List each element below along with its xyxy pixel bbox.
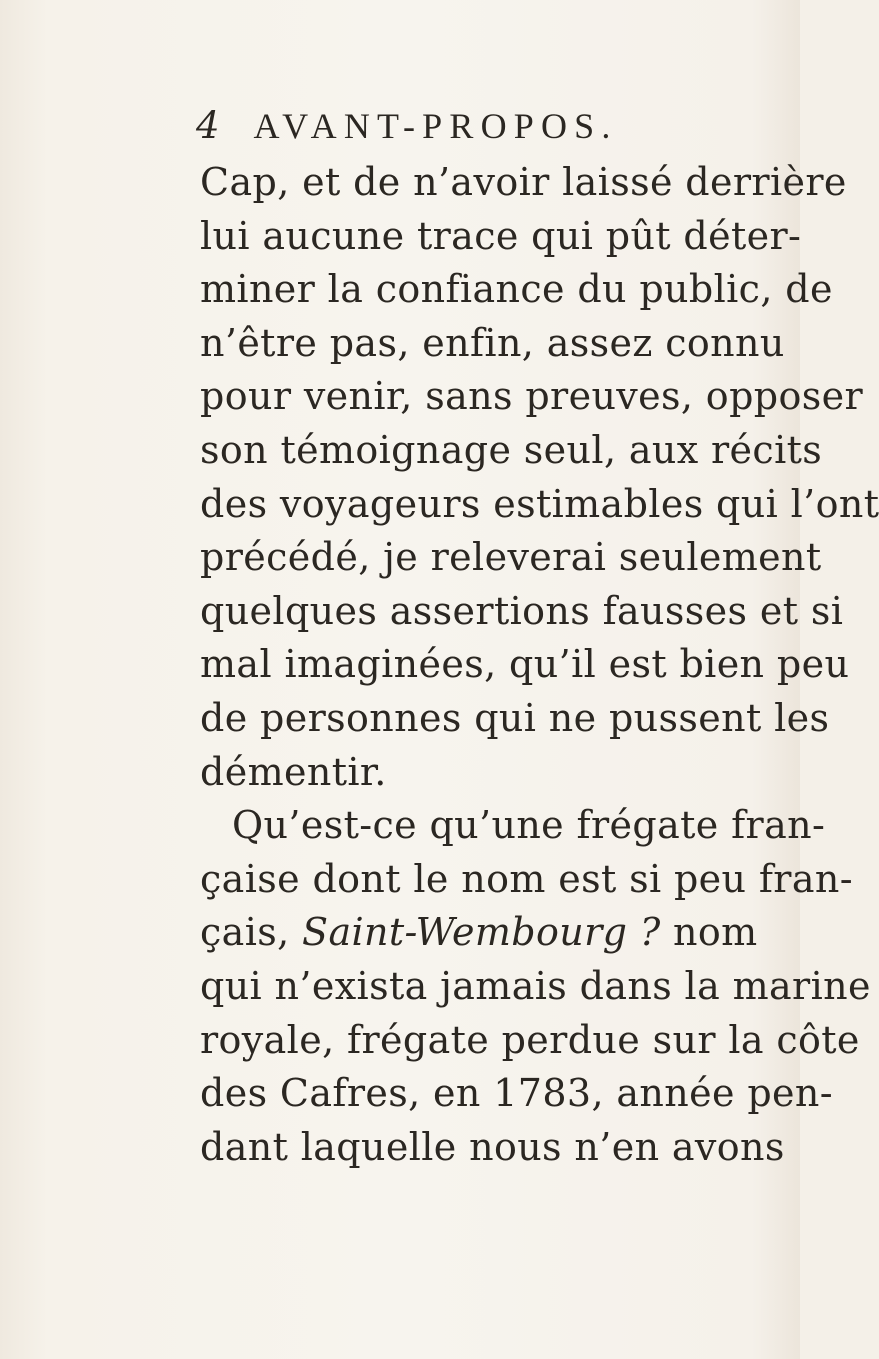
text-fragment: çais, [200, 910, 290, 955]
text-line: royale, frégate perdue sur la côte [200, 1017, 860, 1062]
text-line: n’être pas, enfin, assez connu [200, 320, 785, 365]
text-line: Qu’est-ce qu’une frégate fran- [232, 803, 826, 848]
text-line: miner la confiance du public, de [200, 267, 833, 312]
text-line: dant laquelle nous n’en avons [200, 1124, 785, 1169]
text-line: mal imaginées, qu’il est bien peu [200, 642, 850, 687]
text-line: des voyageurs estimables qui l’ont [200, 481, 879, 526]
text-line: son témoignage seul, aux récits [200, 427, 823, 472]
running-head: AVANT-PROPOS. [253, 106, 618, 146]
text-line: Cap, et de n’avoir laissé derrière [200, 160, 847, 204]
text-line: des Cafres, en 1783, année pen- [200, 1071, 833, 1116]
text-line: quelques assertions fausses et si [200, 588, 844, 633]
text-fragment: nom [673, 910, 758, 955]
text-line: lui aucune trace qui pût déter- [200, 213, 802, 258]
page-header [196, 104, 618, 147]
text-line: çaise dont le nom est si peu fran- [200, 856, 853, 901]
page-number: 4 [196, 104, 220, 147]
text-line: précédé, je releverai seulement [200, 535, 822, 580]
text-line: pour venir, sans preuves, opposer [200, 374, 864, 419]
ship-name: Saint-Wembourg ? [302, 910, 661, 955]
body-text [200, 156, 879, 1174]
text-line: qui n’exista jamais dans la marine [200, 963, 871, 1008]
text-line: de personnes qui ne pussent les [200, 695, 830, 740]
text-line: démentir. [200, 749, 387, 794]
text-line [200, 906, 758, 960]
